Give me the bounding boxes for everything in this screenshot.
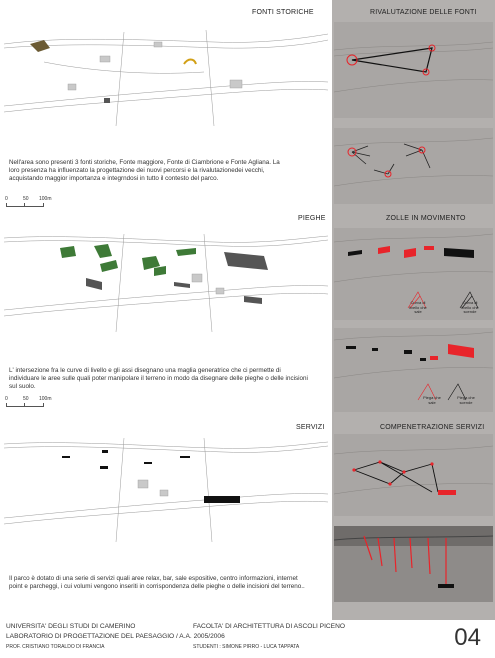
diagram-rivalutazione-1	[334, 22, 493, 118]
map-pieghe	[4, 228, 328, 338]
footer-faculty: FACOLTA' DI ARCHITETTURA DI ASCOLI PICENO	[193, 623, 345, 630]
diagram-compenetrazione-1	[334, 434, 493, 516]
section-title-pieghe: PIEGHE	[298, 215, 326, 222]
legend-piega-sale: Piega che sale	[423, 395, 441, 405]
scale-bar-2: 0 50 100m	[6, 396, 56, 408]
diagram-compenetrazione-2	[334, 526, 493, 602]
map-fonti-storiche	[4, 22, 328, 134]
section-title-fonti-storiche: FONTI STORICHE	[252, 9, 314, 16]
footer-university: UNIVERSITA' DEGLI STUDI DI CAMERINO	[6, 623, 136, 630]
fonte-agliana-mark	[104, 98, 110, 103]
page-number: 04	[454, 624, 481, 651]
footer-lab: LABORATORIO DI PROGETTAZIONE DEL PAESAGGIO / A.A. 2005/2006	[6, 633, 225, 640]
legend-curva-scende: Curva di livello che scende	[461, 300, 479, 314]
legend-piega-scende: Piega che scende	[457, 395, 475, 405]
paragraph-pieghe: L' intersezione fra le curve di livello e gli assi disegnano una maglia generatrice che ci permette di individuare le aree sulle quali poter manipolare il terreno in modo da disegnare delle pieghe o delle incisioni sul suolo.	[9, 367, 308, 391]
diagram-rivalutazione-2	[334, 128, 493, 204]
title-zolle-movimento: ZOLLE IN MOVIMENTO	[386, 215, 466, 222]
fonte-maggiore-mark	[30, 40, 50, 52]
section-title-servizi: SERVIZI	[296, 424, 325, 431]
fonte-ciambrione-mark	[184, 60, 196, 65]
footer-students: STUDENTI : SIMONE PIRRO - LUCA TAPPATA	[193, 644, 300, 650]
footer-professor: PROF. CRISTIANO TORALDO DI FRANCIA	[6, 644, 105, 650]
paragraph-servizi: Il parco è dotato di una serie di servizi quali aree relax, bar, sale espositive, centro informazioni, internet point e parcheggi, i cui volumi vengono inseriti in corrispondenza delle pieghe o delle incisioni del terreno..	[9, 575, 305, 591]
title-rivalutazione-fonti: RIVALUTAZIONE DELLE FONTI	[370, 9, 477, 16]
title-compenetrazione-servizi: COMPENETRAZIONE SERVIZI	[380, 424, 485, 431]
scale-bar-1: 0 50 100m	[6, 196, 56, 208]
map-servizi	[4, 432, 328, 548]
legend-curva-sale: Curva di livello che sale	[409, 300, 427, 314]
paragraph-fonti-storiche: Nell'area sono presenti 3 fonti storiche, Fonte maggiore, Fonte di Ciambrione e Fonte Agliana. La loro presenza ha influenzato la progettazione dei nuovi percorsi e la rivalutazionedei vecchi, acquistando maggior importanza e integrndosi in tutto il contesto del parco.	[9, 159, 280, 183]
